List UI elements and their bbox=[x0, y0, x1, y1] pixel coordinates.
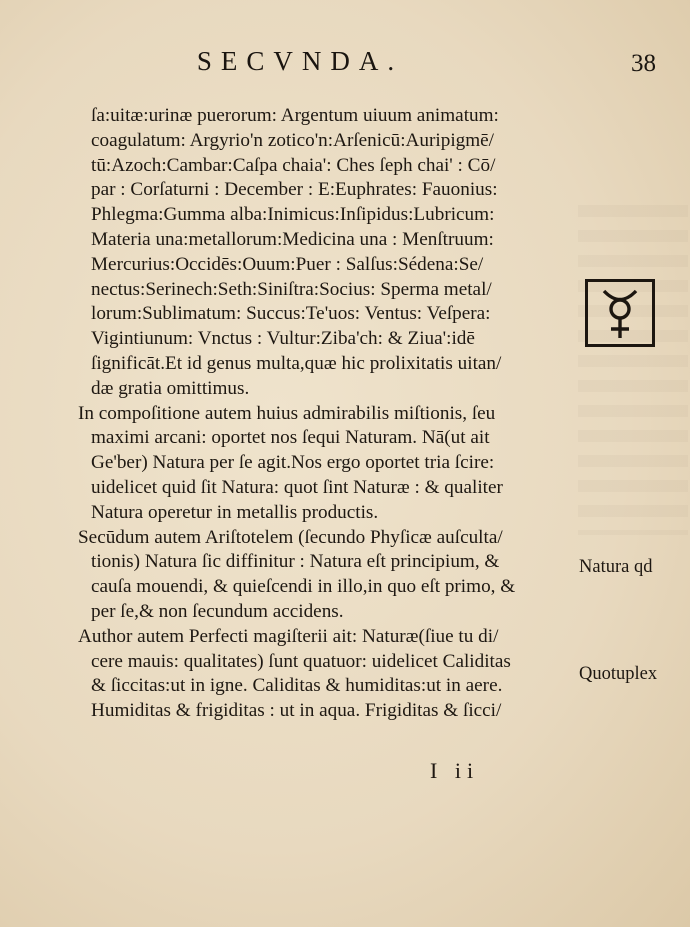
text-line: tū:Azoch:Cambar:Caſpa chaia': Ches ſeph chai' : Cō/ bbox=[91, 154, 496, 176]
text-line: & ſiccitas:ut in igne. Caliditas & humiditas:ut in aere. bbox=[91, 675, 503, 697]
running-head: SECVNDA. bbox=[196, 46, 404, 76]
text-line: Materia una:metallorum:Medicina una : Menſtruum: bbox=[91, 228, 494, 250]
text-line: per ſe,& non ſecundum accidens. bbox=[91, 600, 344, 622]
text-line: uidelicet quid ſit Natura: quot ſint Naturæ : & qualiter bbox=[91, 476, 503, 498]
main-text bbox=[78, 104, 578, 724]
margin-note-quotuplex: Quotuplex bbox=[579, 664, 658, 684]
text-line: Humiditas & frigiditas : ut in aqua. Frigiditas & ſicci/ bbox=[91, 700, 502, 722]
text-line: Mercurius:Occidēs:Ouum:Puer : Salſus:Sédena:Se/ bbox=[91, 253, 484, 275]
signature-mark: I ii bbox=[430, 758, 480, 783]
paragraph-start-line: In compoſitione autem huius admirabilis miſtionis, ſeu bbox=[78, 402, 496, 424]
text-line: nectus:Serinech:Seth:Siniſtra:Socius: Sperma metal/ bbox=[91, 278, 492, 300]
text-line: Natura operetur in metallis productis. bbox=[91, 501, 379, 523]
text-line: maximi arcani: oportet nos ſequi Naturam. Nā(ut ait bbox=[91, 427, 490, 449]
paragraph-start-line: Secūdum autem Ariſtotelem (ſecundo Phyſicæ auſculta/ bbox=[78, 526, 503, 548]
text-line: tionis) Natura ſic diffinitur : Natura eſt principium, & bbox=[91, 551, 500, 573]
text-line: ſa:uitæ:urinæ puerorum: Argentum uiuum animatum: bbox=[91, 105, 499, 126]
text-line: Vigintiunum: Vnctus : Vultur:Ziba'ch: & Ziua':idē bbox=[91, 328, 475, 350]
text-line: ſignificāt.Et id genus multa,quæ hic prolixitatis uitan/ bbox=[91, 352, 502, 374]
text-line: par : Corſaturni : December : E:Euphrates: Fauonius: bbox=[91, 179, 498, 201]
text-line: coagulatum: Argyrio'n zotico'n:Arſenicū:Auripigmē/ bbox=[91, 129, 495, 151]
text-line: dæ gratia omittimus. bbox=[91, 377, 250, 399]
text-line: Phlegma:Gumma alba:Inimicus:Inſipidus:Lubricum: bbox=[91, 204, 495, 226]
bleed-through-shadow bbox=[578, 205, 688, 535]
page-number: 38 bbox=[631, 50, 656, 77]
text-line: lorum:Sublimatum: Succus:Te'uos: Ventus: Veſpera: bbox=[91, 303, 491, 325]
paragraph-start-line: Author autem Perfecti magiſterii ait: Naturæ(ſiue tu di/ bbox=[78, 625, 499, 647]
text-line: cere mauis: qualitates) ſunt quatuor: uidelicet Caliditas bbox=[91, 650, 511, 672]
mercury-symbol-icon bbox=[585, 279, 655, 347]
margin-note-natura: Natura qd bbox=[579, 557, 653, 577]
text-line: Ge'ber) Natura per ſe agit.Nos ergo oportet tria ſcire: bbox=[91, 452, 495, 474]
text-line: cauſa mouendi, & quieſcendi in illo,in quo eſt primo, & bbox=[91, 576, 516, 598]
